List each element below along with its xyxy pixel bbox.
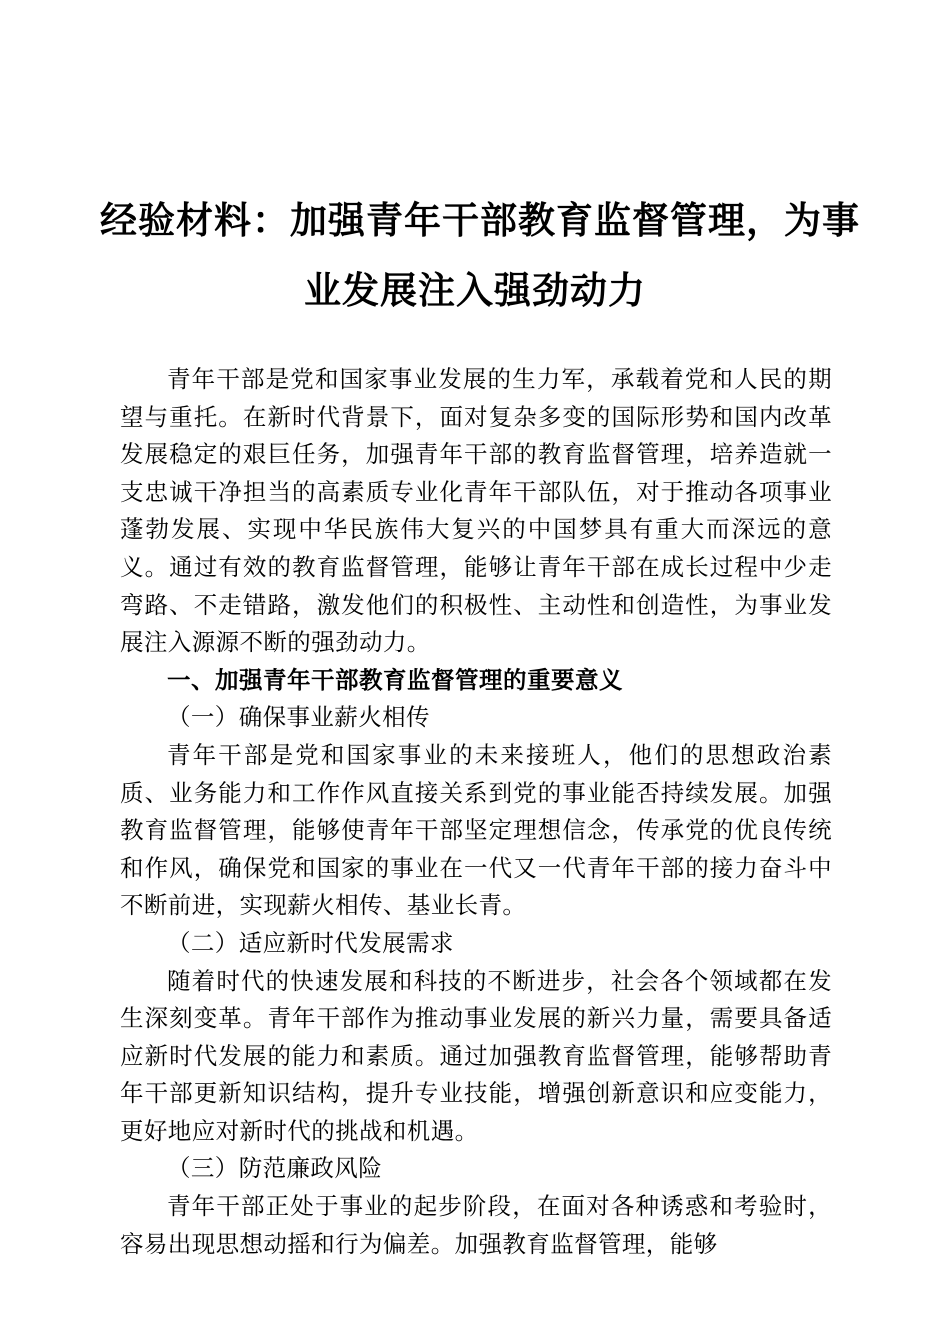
subsection-heading-1: （一）确保事业薪火相传: [167, 703, 430, 732]
document-title: [100, 186, 860, 326]
title-line-2: 业发展注入强劲动力: [304, 269, 646, 312]
subsection-paragraph-2: 随着时代的快速发展和科技的不断进步，社会各个领域都在发生深刻变革。青年干部作为推动事业发展的新兴力量，需要具备适应新时代发展的能力和素质。通过加强教育监督管理，能够帮助青年干部更新知识结构，提升专业技能，增强创新意识和应变能力，更好地应对新时代的挑战和机遇。: [120, 966, 832, 1145]
subsection-paragraph-1: 青年干部是党和国家事业的未来接班人，他们的思想政治素质、业务能力和工作作风直接关系到党的事业能否持续发展。加强教育监督管理，能够使青年干部坚定理想信念，传承党的优良传统和作风，确保党和国家的事业在一代又一代青年干部的接力奋斗中不断前进，实现薪火相传、基业长青。: [120, 740, 832, 920]
section-heading-1: 一、加强青年干部教育监督管理的重要意义: [167, 665, 623, 694]
subsection-paragraph-3: 青年干部正处于事业的起步阶段，在面对各种诱惑和考验时，容易出现思想动摇和行为偏差。加强教育监督管理，能够: [120, 1192, 832, 1258]
document-body: [120, 361, 832, 1263]
subsection-heading-3: （三）防范廉政风险: [167, 1154, 383, 1183]
intro-paragraph: 青年干部是党和国家事业发展的生力军，承载着党和人民的期望与重托。在新时代背景下，面对复杂多变的国际形势和国内改革发展稳定的艰巨任务，加强青年干部的教育监督管理，培养造就一支忠诚干净担当的高素质专业化青年干部队伍，对于推动各项事业蓬勃发展、实现中华民族伟大复兴的中国梦具有重大而深远的意义。通过有效的教育监督管理，能够让青年干部在成长过程中少走弯路、不走错路，激发他们的积极性、主动性和创造性，为事业发展注入源源不断的强劲动力。: [120, 365, 832, 657]
title-line-1: 经验材料：加强青年干部教育监督管理，为事: [100, 199, 860, 242]
subsection-heading-2: （二）适应新时代发展需求: [167, 928, 454, 957]
